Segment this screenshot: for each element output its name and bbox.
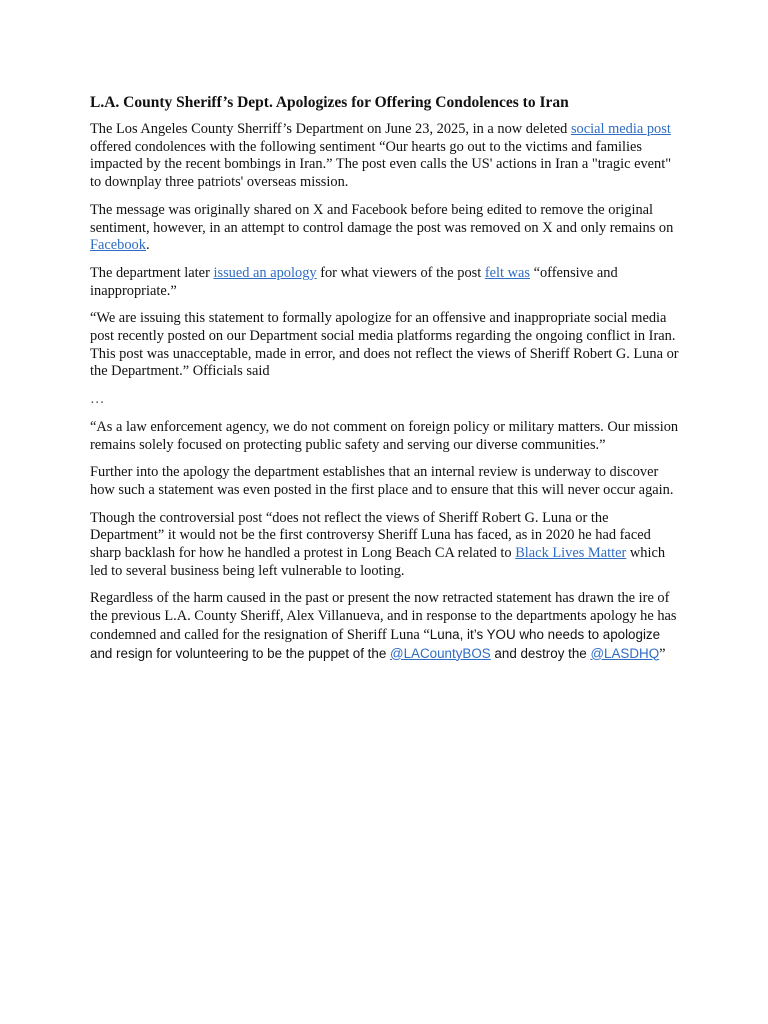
paragraph-3: The department later issued an apology for what viewers of the post felt was “offensive and inappropriate.”	[90, 264, 618, 299]
lasdhq-link[interactable]: @LASDHQ	[590, 645, 660, 661]
ellipsis: …	[90, 391, 105, 408]
document-page	[90, 93, 682, 673]
paragraph-6: Further into the apology the department establishes that an internal review is underway to discover how such a statement was even posted in the first place and to ensure that this will never occur again.	[90, 464, 674, 498]
paragraph-7: Though the controversial post “does not reflect the views of Sheriff Robert G. Luna or the Department” it would not be the first controversy Sheriff Luna has faced, as in 2020 he had faced sharp backlash for how he handled a protest in Long Beach CA related to Black Lives Matter which led to several business being left vulnerable to looting.	[90, 509, 666, 579]
social-media-post-link[interactable]: social media post	[570, 121, 671, 137]
issued-apology-link[interactable]: issued an apology	[213, 264, 317, 281]
article-title: L.A. County Sheriff’s Dept. Apologizes for Offering Condolences to Iran	[90, 94, 569, 111]
paragraph-1: The Los Angeles County Sherriff’s Department on June 23, 2025, in a now deleted social media post offered condolences with the following sentiment “Our hearts go out to the victims and families impacted by the recent bombings in Iran.” The post even calls the US' actions in Iran a "tragic event" to downplay three patriots' overseas mission.	[90, 121, 672, 191]
paragraph-4-apology-quote: “We are issuing this statement to formally apologize for an offensive and inappropriate social media post recently posted on our Department social media platforms regarding the ongoing conflict in Iran. This post was unacceptable, made in error, and does not reflect the views of Sheriff Robert G. Luna or the Department.” Officials said	[90, 310, 679, 380]
paragraph-5-quote: “As a law enforcement agency, we do not comment on foreign policy or military matters. Our mission remains solely focused on protecting public safety and serving our diverse communities.”	[90, 418, 679, 453]
facebook-link[interactable]: Facebook	[90, 237, 146, 254]
paragraph-8: Regardless of the harm caused in the past or present the now retracted statement has drawn the ire of the previous L.A. County Sheriff, Alex Villanueva, and in response to the departments apology he has condemned and called for the resignation of Sheriff Luna “Luna, it’s YOU who needs to apologize and resign for volunteering to be the puppet of the @LACountyBOS and destroy the @LASDHQ”	[90, 590, 677, 662]
paragraph-2: The message was originally shared on X and Facebook before being edited to remove the original sentiment, however, in an attempt to control damage the post was removed on X and only remains on Facebook.	[90, 201, 674, 254]
lacountybos-link[interactable]: @LACountyBOS	[390, 645, 491, 661]
villanueva-quote: Luna, it’s YOU who needs to apologize and resign for volunteering to be the puppet of the @LACountyBOS and destroy the @LASDHQ	[90, 626, 661, 661]
felt-was-link[interactable]: felt was	[484, 264, 530, 281]
black-lives-matter-link[interactable]: Black Lives Matter	[515, 545, 627, 562]
